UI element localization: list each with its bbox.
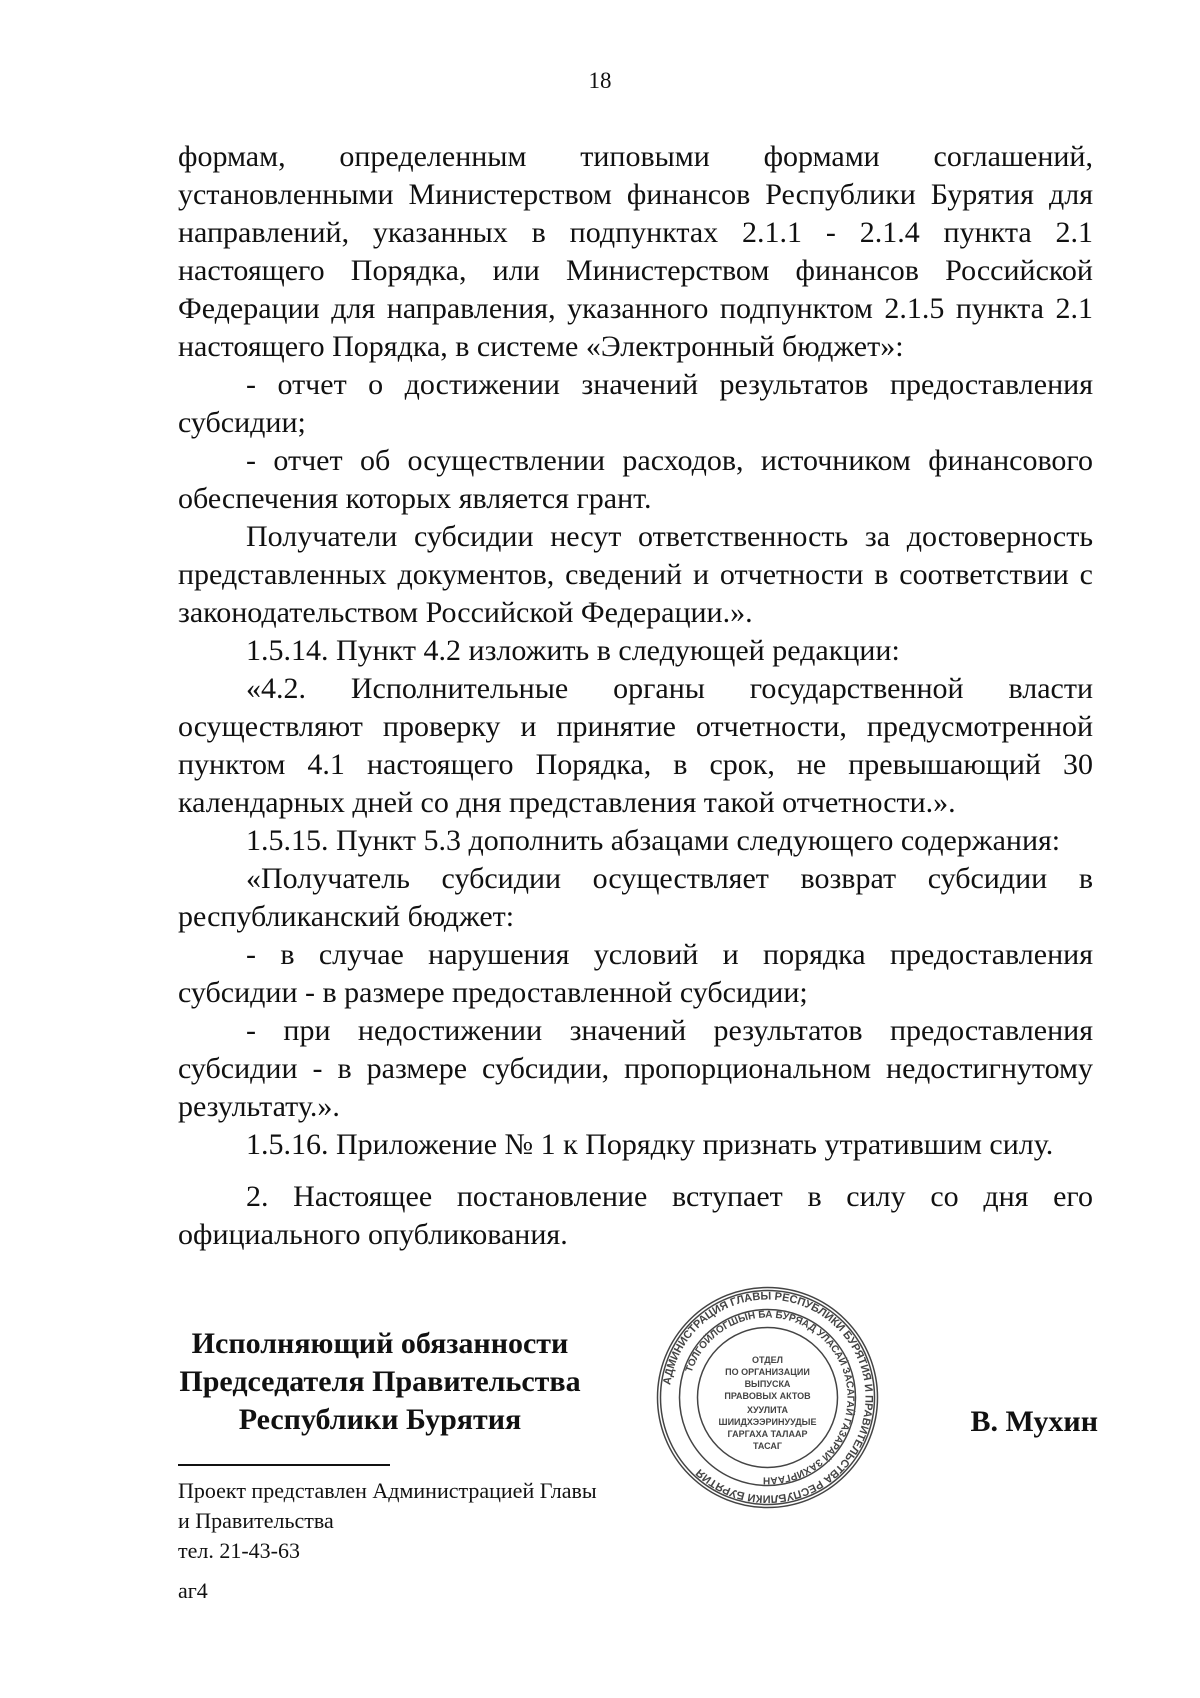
signatory-name: В. Мухин — [970, 1405, 1098, 1438]
signature-title-line: Исполняющий обязанности — [191, 1327, 569, 1360]
footnote-phone: тел. 21-43-63 — [178, 1538, 301, 1563]
footnote — [178, 1476, 597, 1566]
seal-center-line: ГАРГАХА ТАЛААР — [727, 1429, 808, 1439]
paragraph-violation: - в случае нарушения условий и порядка предоставления субсидии - в размере предоставленной субсидии; — [178, 938, 1093, 1009]
seal-center-line: ПРАВОВЫХ АКТОВ — [724, 1391, 811, 1401]
paragraph-1-5-15: 1.5.15. Пункт 5.3 дополнить абзацами следующего содержания: — [246, 824, 1061, 857]
document-code: аг4 — [178, 1578, 208, 1603]
seal-center-line: ХУУЛИТА — [746, 1405, 789, 1415]
footnote-line: и Правительства — [178, 1508, 334, 1533]
seal-center-line: ШИИДХЭЭРИНУУДЫЕ — [718, 1417, 817, 1427]
seal-center-line: ОТДЕЛ — [751, 1355, 784, 1365]
paragraph-refund: «Получатель субсидии осуществляет возврат субсидии в республиканский бюджет: — [178, 862, 1093, 933]
seal-inner-text: ТОЛГОЙЛОГШЫН БА БУРЯАД УЛАСАЙ ЗАСАГАЙ ГАЗАРАЙ ЗАХИРГААН — [683, 1309, 856, 1486]
footnote-divider — [178, 1464, 390, 1466]
paragraph-responsibility: Получатели субсидии несут ответственность за достоверность представленных документов, сведений и отчетности в соответствии с законодательством Российской Федерации.». — [178, 520, 1093, 629]
paragraph-1-5-16: 1.5.16. Приложение № 1 к Порядку признать утратившим силу. — [246, 1128, 1054, 1161]
paragraph-continuation: формам, определенным типовыми формами соглашений, установленными Министерством финансов Республики Бурятия для направлений, указанных в подпунктах 2.1.1 - 2.1.4 пункта 2.1 настоящего Порядка, или Министерством финансов Российской Федерации для направления, указанного подпунктом 2.1.5 пункта 2.1 настоящего Порядка, в системе «Электронный бюджет»: — [178, 140, 1093, 363]
paragraph-nonachievement: - при недостижении значений результатов предоставления субсидии - в размере субсидии, пропорциональном недостигнутому результату.». — [178, 1014, 1093, 1123]
official-seal — [655, 1285, 880, 1510]
seal-center-line: ТАСАГ — [752, 1441, 783, 1451]
document-body — [178, 138, 1093, 1254]
paragraph-1-5-14: 1.5.14. Пункт 4.2 изложить в следующей редакции: — [246, 634, 900, 667]
page-number: 18 — [588, 68, 612, 93]
paragraph-report-expenses: - отчет об осуществлении расходов, источником финансового обеспечения которых является грант. — [178, 444, 1093, 515]
footnote-line: Проект представлен Администрацией Главы — [178, 1478, 597, 1503]
seal-center-line: ВЫПУСКА — [744, 1379, 791, 1389]
paragraph-report-results: - отчет о достижении значений результатов предоставления субсидии; — [178, 368, 1093, 439]
signature-title — [170, 1325, 590, 1439]
signature-title-line: Республики Бурятия — [238, 1403, 522, 1436]
paragraph-4-2: «4.2. Исполнительные органы государственной власти осуществляют проверку и принятие отчетности, предусмотренной пунктом 4.1 настоящего Порядка, в срок, не превышающий 30 календарных дней со дня представления такой отчетности.». — [178, 672, 1093, 819]
seal-center-line: ПО ОРГАНИЗАЦИИ — [725, 1367, 810, 1377]
signature-title-line: Председателя Правительства — [179, 1365, 581, 1398]
seal-outer-text: АДМИНИСТРАЦИЯ ГЛАВЫ РЕСПУБЛИКИ БУРЯТИЯ И ПРАВИТЕЛЬСТВА РЕСПУБЛИКИ БУРЯТИЯ — [661, 1290, 875, 1505]
paragraph-effective-date: 2. Настоящее постановление вступает в силу со дня его официального опубликования. — [178, 1180, 1093, 1251]
